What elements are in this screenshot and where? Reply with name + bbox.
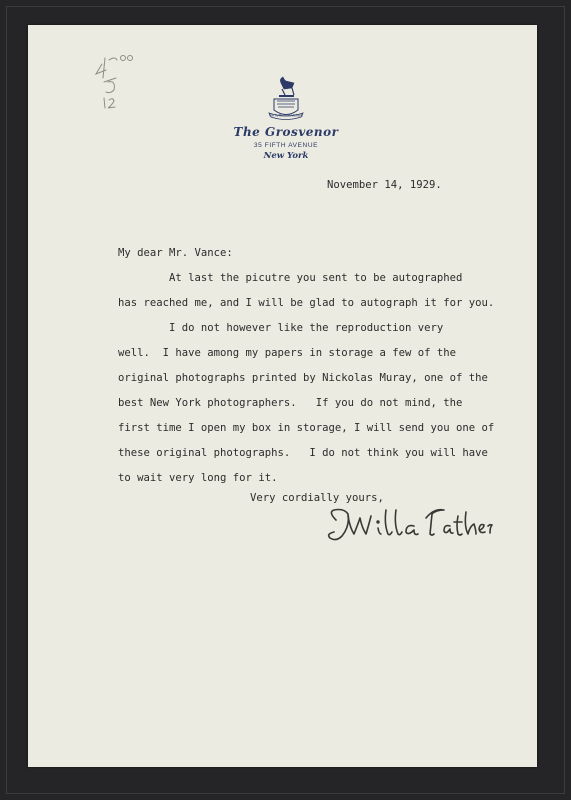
letter-salutation: My dear Mr. Vance:: [118, 247, 233, 259]
svg-text:VIRTUTE NON VERBIS: VIRTUTE NON VERBIS: [268, 113, 304, 118]
body-line: I do not however like the reproduction very: [118, 322, 444, 334]
body-line: first time I open my box in storage, I will send you one of: [118, 422, 495, 434]
letterhead-name: The Grosvenor: [233, 125, 339, 139]
letterhead-address: 35 FIFTH AVENUE: [253, 142, 319, 149]
body-line: has reached me, and I will be glad to autograph it for you.: [118, 297, 495, 309]
body-line: At last the picutre you sent to be autographed: [118, 272, 463, 284]
body-line: to wait very long for it.: [118, 472, 278, 484]
body-line: best New York photographers. If you do not mind, the: [118, 397, 463, 409]
body-line: original photographs printed by Nickolas Muray, one of the: [118, 372, 488, 384]
body-line: these original photographs. I do not think you will have: [118, 447, 488, 459]
body-line: well. I have among my papers in storage a few of the: [118, 347, 457, 359]
letter-closing: Very cordially yours,: [250, 492, 384, 504]
letter-date: November 14, 1929.: [327, 179, 442, 191]
handwritten-signature: [322, 500, 497, 548]
letterhead-city: New York: [263, 151, 309, 161]
pencil-notation: [92, 52, 142, 112]
